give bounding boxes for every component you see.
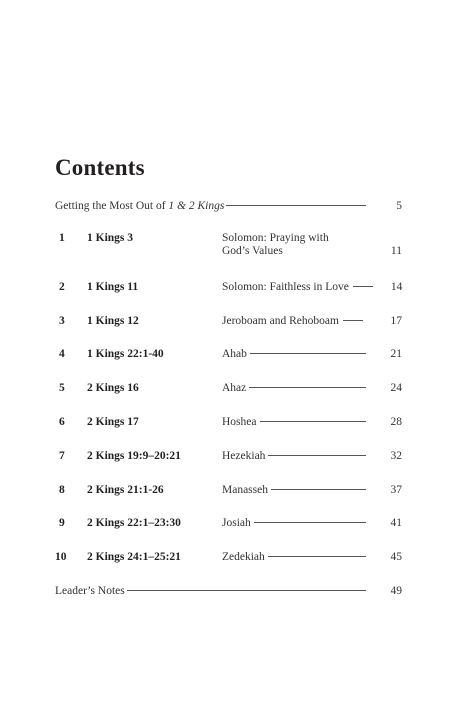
study-title: Zedekiah [222,551,265,563]
toc-entry-study-5[interactable] [55,382,402,402]
leader-rule [343,320,363,321]
study-number: 9 [59,517,65,529]
study-title: Hoshea [222,416,257,428]
page-number: 11 [390,245,402,257]
leader-rule [127,590,366,591]
scripture-reference: 2 Kings 24:1–25:21 [87,551,181,563]
toc-entry-study-8[interactable] [55,484,402,504]
page-title: Contents [55,155,145,180]
study-title: Manasseh [222,484,268,496]
scripture-reference: 2 Kings 16 [87,382,139,394]
study-title: Josiah [222,517,251,529]
study-title-line2: God’s Values [222,245,283,257]
page-number: 28 [390,416,402,428]
leader-rule [226,205,366,206]
page-number: 5 [396,200,402,212]
study-number: 4 [59,348,65,360]
study-number: 1 [59,232,65,244]
page-number: 49 [390,585,402,597]
study-title: Ahaz [222,382,247,394]
toc-entry-study-3[interactable] [55,315,402,335]
leader-rule [268,556,366,557]
toc-entry-study-9[interactable] [55,517,402,537]
toc-entry-study-10[interactable] [55,551,402,571]
intro-text: Getting the Most Out of 1 & 2 Kings [55,200,225,212]
study-title: Ahab [222,348,247,360]
scripture-reference: 1 Kings 12 [87,315,139,327]
leaders-notes-text: Leader’s Notes [55,585,125,597]
toc-entry-study-2[interactable] [55,281,402,301]
page-number: 21 [390,348,402,360]
scripture-reference: 2 Kings 19:9–20:21 [87,450,181,462]
page-number: 24 [390,382,402,394]
toc-entry-study-6[interactable] [55,416,402,436]
toc-entry-intro[interactable] [55,200,402,212]
leader-rule [260,421,367,422]
study-number: 6 [59,416,65,428]
study-number: 2 [59,281,65,293]
study-title: Jeroboam and Rehoboam [222,315,339,327]
page-number: 41 [390,517,402,529]
study-title-line1: Solomon: Praying with [222,232,329,244]
study-number: 5 [59,382,65,394]
study-title: Solomon: Faithless in Love [222,281,349,293]
page-number: 17 [390,315,402,327]
study-title: Hezekiah [222,450,266,462]
leader-rule [271,489,366,490]
page-number: 45 [390,551,402,563]
page-number: 37 [390,484,402,496]
leader-rule [254,522,366,523]
page-number: 14 [390,281,403,293]
leader-rule [353,286,373,287]
scripture-reference: 2 Kings 17 [87,416,139,428]
toc-entry-study-7[interactable] [55,450,402,470]
book-title-italic: 1 & 2 Kings [168,200,225,212]
leader-rule [250,353,366,354]
scripture-reference: 2 Kings 21:1-26 [87,484,164,496]
toc-entry-study-4[interactable] [55,348,402,368]
scripture-reference: 2 Kings 22:1–23:30 [87,517,181,529]
study-number: 7 [59,450,65,462]
scripture-reference: 1 Kings 11 [87,281,139,293]
page-number: 32 [390,450,402,462]
study-number: 10 [55,551,67,563]
scripture-reference: 1 Kings 22:1-40 [87,348,164,360]
toc-entry-leaders-notes[interactable] [55,585,402,597]
leader-rule [249,387,366,388]
study-number: 3 [59,315,65,327]
toc-entry-study-1[interactable] [55,232,402,257]
study-number: 8 [59,484,65,496]
scripture-reference: 1 Kings 3 [87,232,134,244]
leader-rule [268,455,366,456]
